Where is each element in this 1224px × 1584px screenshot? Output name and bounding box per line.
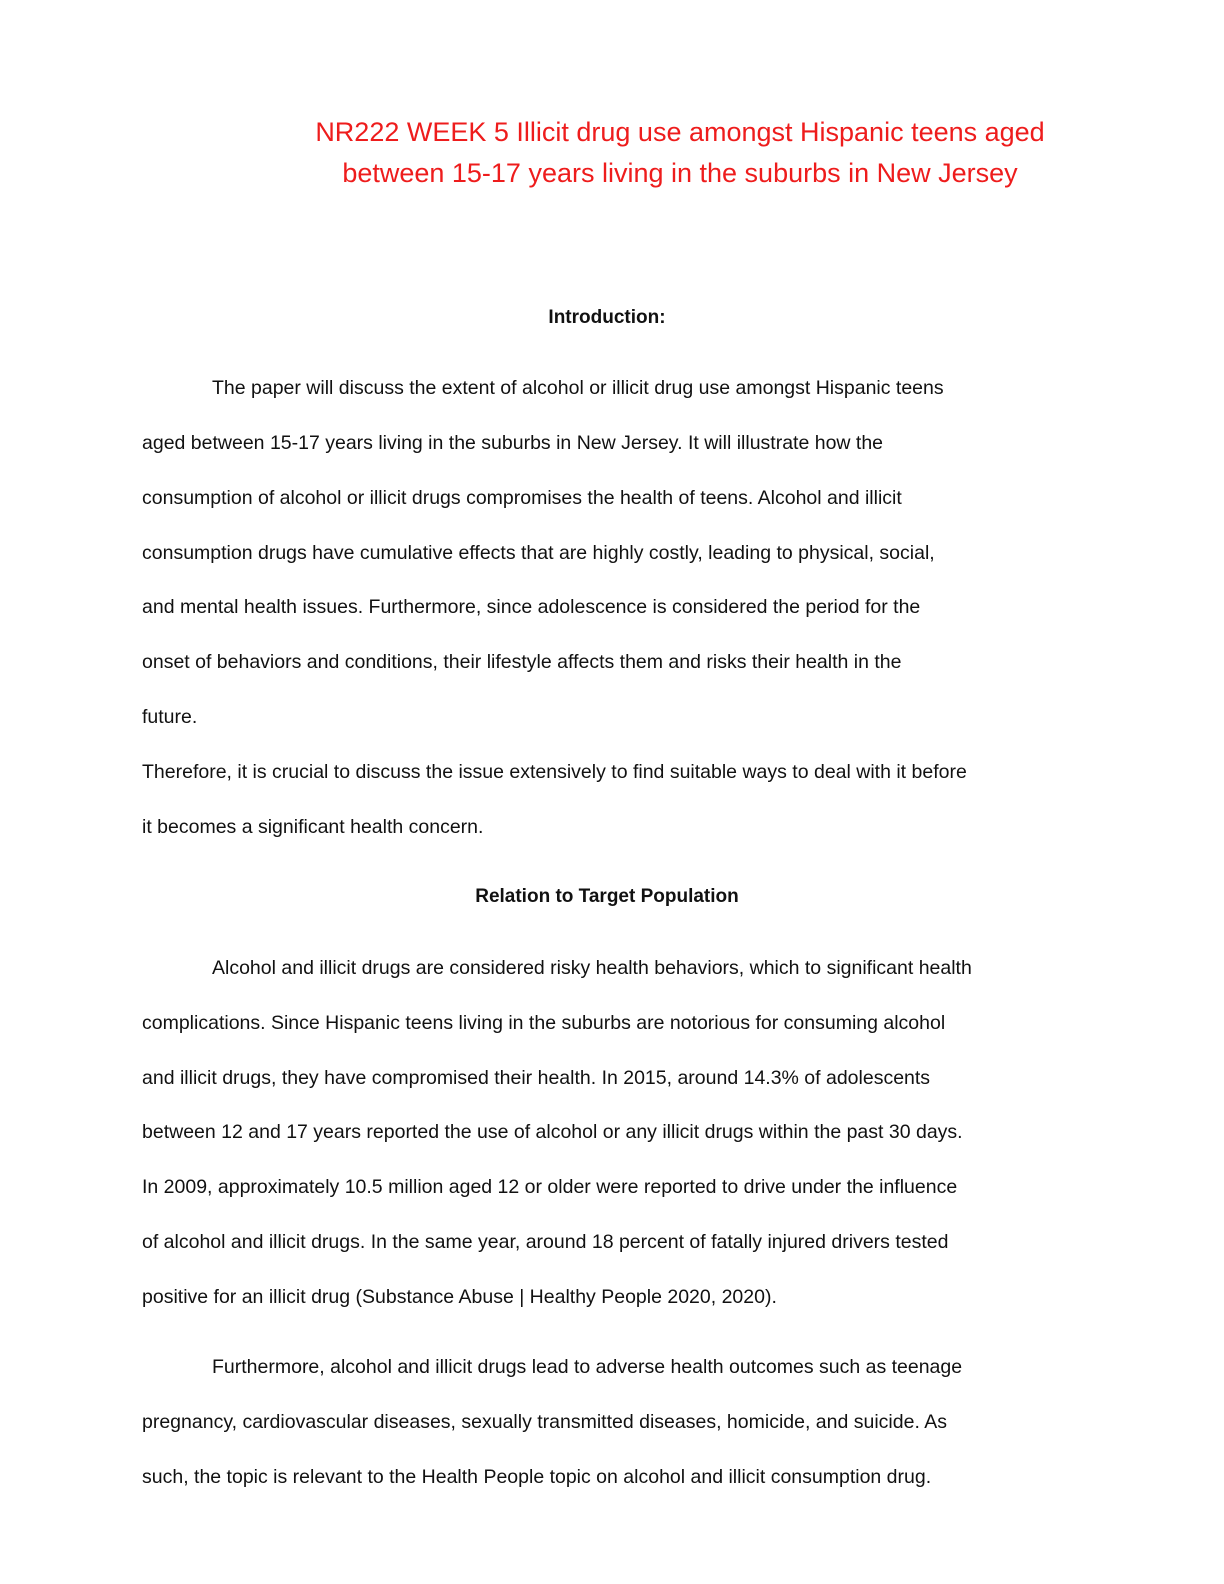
paragraph-line: and illicit drugs, they have compromised their health. In 2015, around 14.3% of adolescents	[142, 1067, 931, 1089]
paragraph-line: pregnancy, cardiovascular diseases, sexually transmitted diseases, homicide, and suicide. As	[142, 1411, 947, 1433]
paragraph-line: consumption of alcohol or illicit drugs compromises the health of teens. Alcohol and illicit	[142, 487, 902, 509]
section-heading-relation-to-target-population: Relation to Target Population	[475, 886, 739, 907]
paragraph-line: consumption drugs have cumulative effects that are highly costly, leading to physical, social,	[142, 542, 935, 564]
paragraph-line: positive for an illicit drug (Substance Abuse | Healthy People 2020, 2020).	[142, 1286, 777, 1308]
section-heading-introduction: Introduction:	[548, 307, 666, 328]
paragraph-line: aged between 15-17 years living in the suburbs in New Jersey. It will illustrate how the	[142, 432, 884, 454]
paragraph-line: between 12 and 17 years reported the use of alcohol or any illicit drugs within the past 30 days.	[142, 1121, 963, 1143]
paragraph-line: and mental health issues. Furthermore, since adolescence is considered the period for the	[142, 596, 921, 618]
paragraph-line: In 2009, approximately 10.5 million aged 12 or older were reported to drive under the influence	[142, 1176, 958, 1198]
paragraph-line: The paper will discuss the extent of alcohol or illicit drug use amongst Hispanic teens	[212, 377, 944, 399]
document-title	[250, 112, 1110, 194]
title-line: between 15-17 years living in the suburbs in New Jersey	[342, 158, 1018, 188]
paragraph-line: Furthermore, alcohol and illicit drugs lead to adverse health outcomes such as teenage	[212, 1356, 963, 1378]
paragraph-line: it becomes a significant health concern.	[142, 816, 484, 838]
paragraph-line: Alcohol and illicit drugs are considered risky health behaviors, which to significant health	[212, 957, 972, 979]
paragraph-line: such, the topic is relevant to the Health People topic on alcohol and illicit consumption drug.	[142, 1466, 932, 1488]
paragraph-line: future.	[142, 706, 198, 728]
paragraph-line: of alcohol and illicit drugs. In the same year, around 18 percent of fatally injured drivers tested	[142, 1231, 949, 1253]
paragraph-line: complications. Since Hispanic teens living in the suburbs are notorious for consuming alcohol	[142, 1012, 946, 1034]
paragraph-line: onset of behaviors and conditions, their lifestyle affects them and risks their health in the	[142, 651, 902, 673]
paragraph-line: Therefore, it is crucial to discuss the issue extensively to find suitable ways to deal with it before	[142, 761, 967, 783]
title-line: NR222 WEEK 5 Illicit drug use amongst Hispanic teens aged	[315, 117, 1045, 147]
